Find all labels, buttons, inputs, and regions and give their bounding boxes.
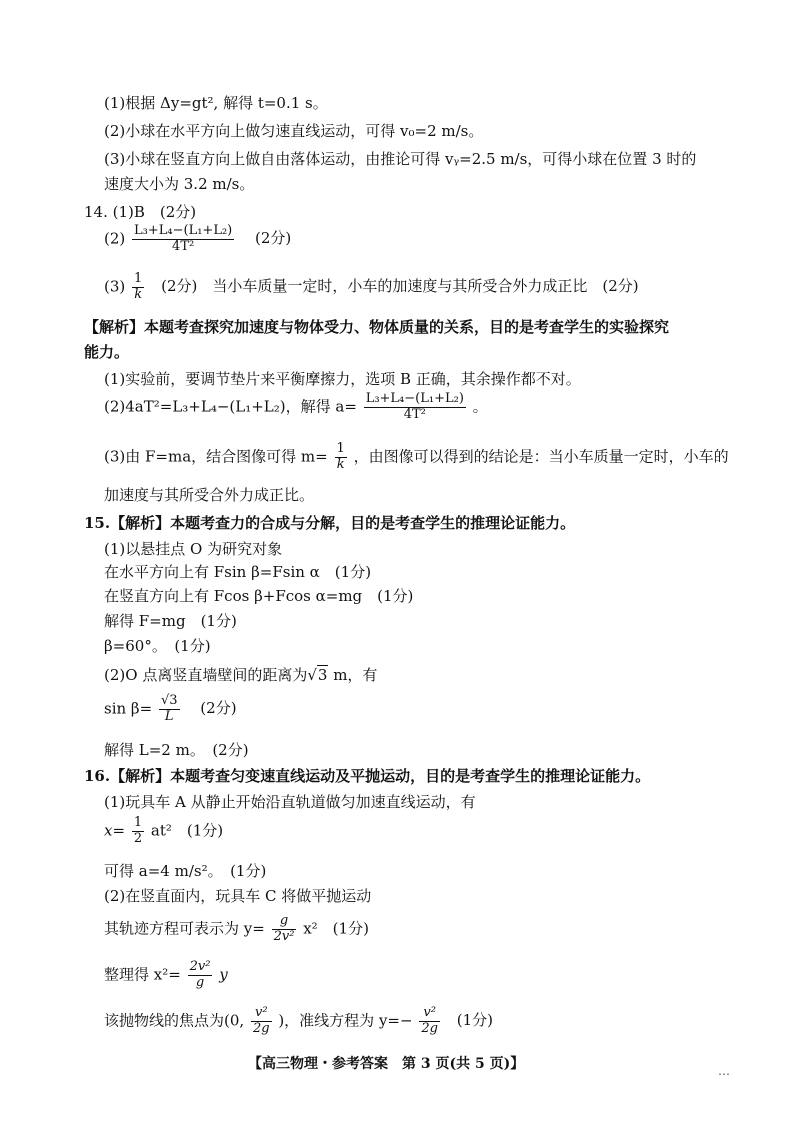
text-line: 解得 L=2 m。 (2分) (104, 741, 249, 759)
denominator: 2v² (273, 928, 295, 944)
numerator: g (272, 914, 297, 930)
page-footer: 【高三物理・参考答案 第 3 页(共 5 页)】 (248, 1056, 525, 1072)
text: 。 (472, 397, 488, 416)
text-line: β=60°。 (1分) (104, 637, 211, 655)
fraction (159, 694, 180, 725)
fraction (251, 1006, 272, 1037)
radicand: 3 (317, 666, 328, 684)
denominator: 2g (421, 1020, 438, 1036)
q14-analysis-2 (104, 392, 488, 423)
denominator: 2 (133, 830, 143, 846)
numerator: v² (419, 1006, 440, 1022)
q14-analysis-head-cont: 能力。 (84, 343, 130, 361)
fraction (132, 224, 234, 255)
text-line: (1)以悬挂点 O 为研究对象 (104, 540, 283, 558)
text-line: (3)小球在竖直方向上做自由落体运动，由推论可得 vᵧ=2.5 m/s，可得小球在位置 3 时的 (104, 150, 697, 168)
text: ，由图像可以得到的结论是：当小车质量一定时，小车的 (353, 447, 729, 466)
text-line: (2)在竖直面内，玩具车 C 将做平抛运动 (104, 887, 372, 905)
q16-trajectory-line (104, 914, 369, 945)
text-line: 解得 F=mg (1分) (104, 612, 237, 630)
numerator: 2v² (189, 959, 211, 974)
corner-mark: … (718, 1064, 730, 1078)
text: x= (104, 821, 126, 840)
text-line: (1)玩具车 A 从静止开始沿直轨道做匀加速直线运动，有 (104, 793, 476, 811)
q14-part2 (104, 224, 291, 255)
numerator: 1 (336, 441, 345, 456)
score: (2分) 当小车质量一定时，小车的加速度与其所受合外力成正比 (2分) (161, 277, 639, 296)
text-line: 可得 a=4 m/s²。 (1分) (104, 862, 267, 880)
numerator: 1 (134, 271, 143, 286)
numerator: 1 (133, 815, 143, 830)
denominator: k (336, 456, 345, 472)
q14-part1: 14. (1)B (2分) (84, 203, 197, 221)
text-line: (1)实验前，要调节垫片来平衡摩擦力，选项 B 正确，其余操作都不对。 (104, 370, 581, 388)
q15-sin-line (104, 694, 237, 725)
text: y (219, 965, 228, 984)
numerator: √3 (160, 693, 178, 708)
fraction (188, 960, 213, 991)
q15-analysis-head: 15.【解析】本题考查力的合成与分解，目的是考查学生的推理论证能力。 (84, 514, 576, 532)
q16-focus-line (104, 1006, 493, 1037)
text: 其轨迹方程可表示为 y= (104, 919, 265, 938)
numerator: L₃+L₄−(L₁+L₂) (365, 391, 464, 406)
text-line: 速度大小为 3.2 m/s。 (104, 175, 255, 193)
text-line: 在水平方向上有 Fsin β=Fsin α (1分) (104, 563, 372, 581)
label: (3) (104, 277, 126, 296)
numerator: v² (251, 1006, 272, 1022)
text: (3)由 F=ma，结合图像可得 m= (104, 447, 328, 466)
text-line: (1)根据 Δy=gt², 解得 t=0.1 s。 (104, 94, 328, 112)
q14-analysis-head: 【解析】本题考查探究加速度与物体受力、物体质量的关系，目的是考查学生的实验探究 (84, 318, 670, 336)
score: (2分) (255, 229, 292, 248)
sqrt-sign: √ (307, 666, 317, 684)
q15-distance-line (104, 665, 377, 684)
q16-x-line (104, 816, 223, 847)
q14-part3 (104, 272, 639, 303)
text: 整理得 x²= (104, 965, 181, 984)
fraction (272, 914, 297, 945)
text-line: (2)小球在水平方向上做匀速直线运动，可得 v₀=2 m/s。 (104, 122, 484, 140)
text: (2)O 点离竖直墙壁间的距离为 (104, 666, 308, 684)
denominator: g (195, 974, 205, 990)
text: 该抛物线的焦点为(0, (104, 1011, 245, 1030)
label: (2) (104, 229, 126, 248)
text-line: 在竖直方向上有 Fcos β+Fcos α=mg (1分) (104, 587, 414, 605)
text: (2)4aT²=L₃+L₄−(L₁+L₂)，解得 a= (104, 397, 357, 416)
fraction (419, 1006, 440, 1037)
text-line: 加速度与其所受合外力成正比。 (104, 486, 315, 504)
denominator: 2g (252, 1020, 270, 1036)
text: at² (1分) (150, 821, 224, 840)
q16-analysis-head: 16.【解析】本题考查匀变速直线运动及平抛运动，目的是考查学生的推理论证能力。 (84, 767, 651, 785)
fraction (132, 272, 144, 303)
text: m，有 (328, 666, 378, 684)
fraction (132, 816, 144, 847)
fraction (335, 442, 347, 473)
text: sin β= (104, 699, 153, 718)
denominator: k (134, 286, 143, 302)
q16-rearranged-line (104, 960, 228, 991)
fraction (364, 392, 466, 423)
score: (2分) (200, 699, 237, 718)
denominator: 4T² (172, 238, 195, 254)
text: x² (1分) (303, 919, 369, 938)
score: (1分) (456, 1011, 493, 1030)
q14-analysis-3 (104, 442, 729, 473)
denominator: 4T² (403, 406, 426, 422)
text: )，准线方程为 y=− (278, 1011, 413, 1030)
numerator: L₃+L₄−(L₁+L₂) (134, 223, 233, 238)
denominator: L (164, 708, 174, 724)
